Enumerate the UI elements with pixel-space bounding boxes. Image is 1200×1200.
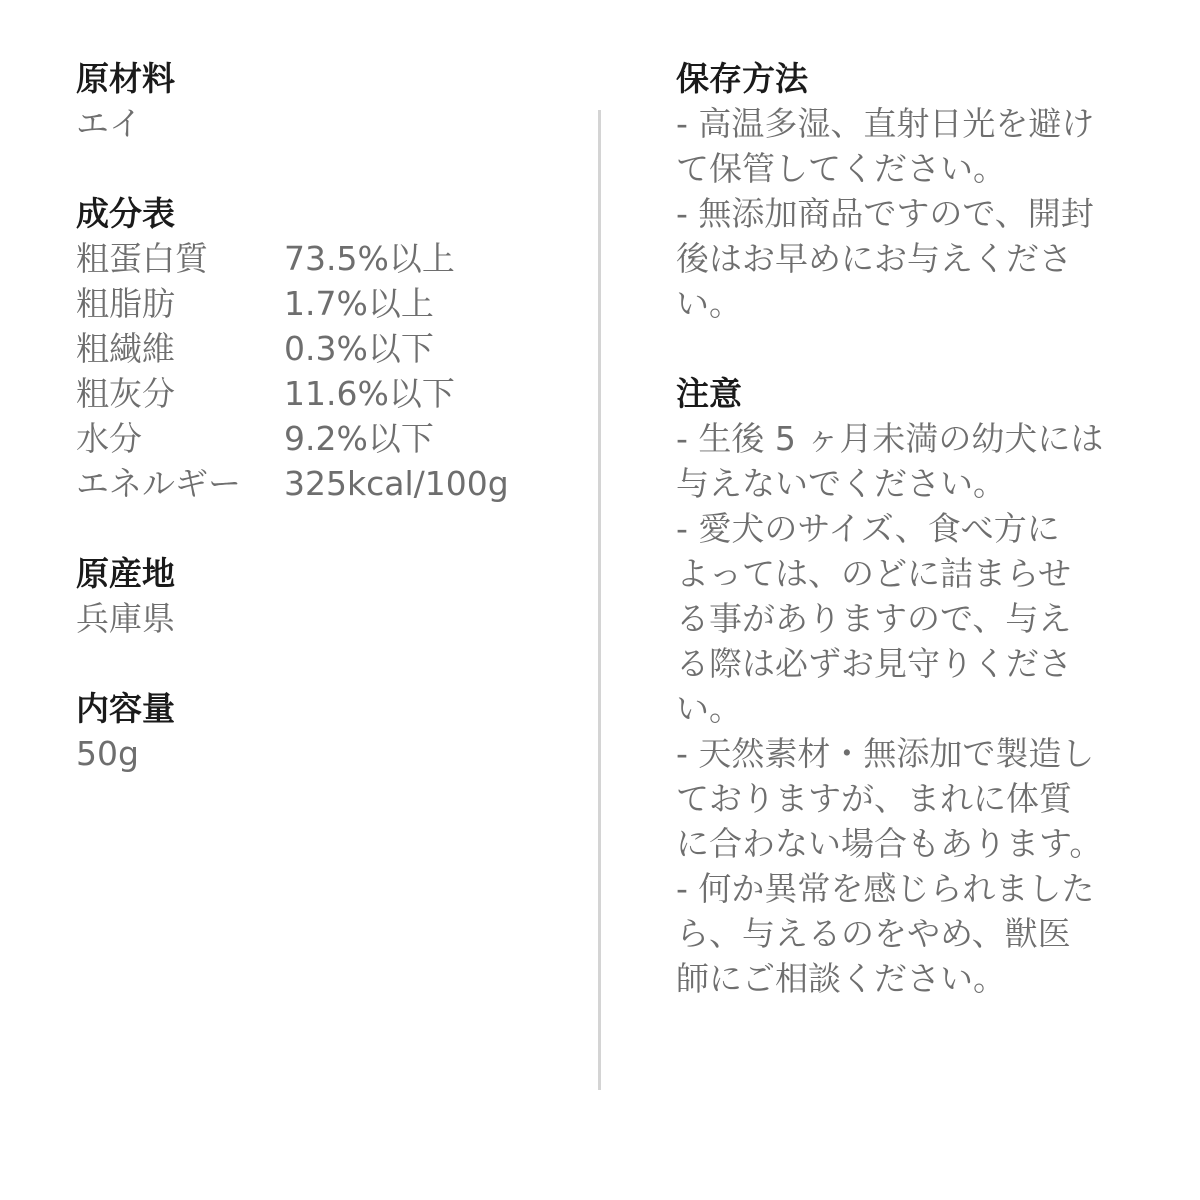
composition-value: 11.6%以下 <box>284 374 455 413</box>
composition-value: 325kcal/100g <box>284 464 509 503</box>
caution-heading: 注意 <box>676 374 742 413</box>
content-section <box>76 686 576 776</box>
left-column <box>76 56 576 821</box>
storage-section <box>676 56 1136 326</box>
storage-text: - 高温多湿、直射日光を避け て保管してください。 - 無添加商品ですので、開封 後はお早めにお与えくださ い。 <box>676 104 1095 323</box>
composition-section <box>76 191 576 506</box>
origin-heading: 原産地 <box>76 554 175 593</box>
ingredients-heading: 原材料 <box>76 59 175 98</box>
composition-row <box>76 281 576 326</box>
composition-name: 粗脂肪 <box>76 284 175 323</box>
composition-value: 1.7%以上 <box>284 284 434 323</box>
composition-name: 粗灰分 <box>76 374 175 413</box>
composition-value: 0.3%以下 <box>284 329 434 368</box>
composition-heading: 成分表 <box>76 194 175 233</box>
composition-table <box>76 236 576 506</box>
origin-value: 兵庫県 <box>76 599 175 638</box>
composition-row <box>76 326 576 371</box>
composition-row <box>76 461 576 506</box>
composition-row <box>76 416 576 461</box>
right-column <box>676 56 1136 1046</box>
caution-text: - 生後 5 ヶ月未満の幼犬には 与えないでください。 - 愛犬のサイズ、食べ方に よっては、のどに詰まらせ る事がありますので、与え る際は必ずお見守りくださ い。 - 天然素材・無添加で製造し ておりますが、まれに体質 に合わない場合もあります。 - 何か異常を感じられました ら、与えるのをやめ、獣医 師にご相談ください。 <box>676 419 1104 998</box>
content-value: 50g <box>76 734 139 773</box>
column-divider <box>598 110 601 1090</box>
storage-heading: 保存方法 <box>676 59 808 98</box>
composition-name: 水分 <box>76 419 142 458</box>
composition-name: 粗繊維 <box>76 329 175 368</box>
composition-value: 73.5%以上 <box>284 239 455 278</box>
ingredients-value: エイ <box>76 104 142 143</box>
composition-row <box>76 371 576 416</box>
caution-section <box>676 371 1136 1001</box>
composition-name: エネルギー <box>76 464 241 503</box>
ingredients-section <box>76 56 576 146</box>
composition-name: 粗蛋白質 <box>76 239 208 278</box>
composition-value: 9.2%以下 <box>284 419 434 458</box>
content-heading: 内容量 <box>76 689 175 728</box>
origin-section <box>76 551 576 641</box>
composition-row <box>76 236 576 281</box>
